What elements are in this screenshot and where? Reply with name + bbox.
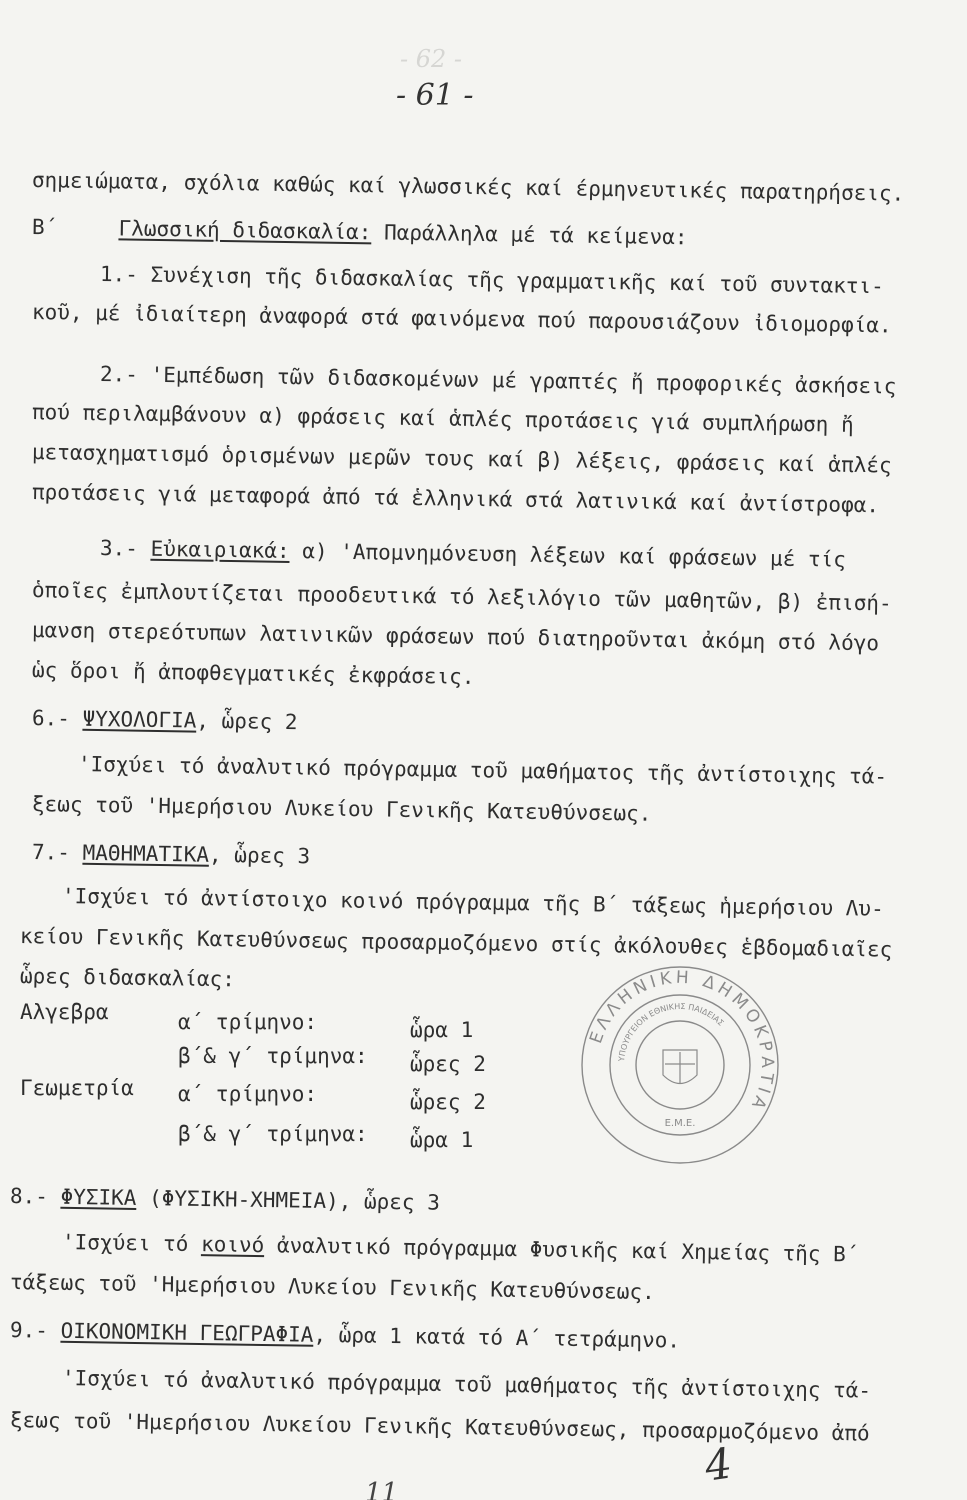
section-b-heading: [32, 215, 688, 249]
item-9-heading: [10, 1318, 680, 1353]
page-number-ghost: - 62 -: [400, 45, 463, 73]
text-line: 1.- Συνέχιση τῆς διδασκαλίας τῆς γραμματικῆς καί τοῦ συντακτι-: [99, 262, 884, 299]
item-title: ΨΥΧΟΛΟΓΙΑ: [82, 706, 197, 733]
item-title: ΜΑΘΗΜΑΤΙΚΑ: [82, 840, 210, 867]
text-line: 'Ισχύει τό ἀντίστοιχο κοινό πρόγραμμα τῆς Β΄ τάξεως ἡμερήσιου Λυ-: [61, 884, 884, 921]
schedule-term: α΄ τρίμηνο:: [178, 1010, 318, 1034]
text-line: ὡς ὅροι ἤ ἀποφθεγματικές ἐκφράσεις.: [31, 658, 475, 689]
item-number: 8.-: [9, 1184, 49, 1209]
text-line: 2.- 'Εμπέδωση τῶν διδασκομένων μέ γραπτές ἤ προφορικές ἀσκήσεις: [99, 362, 897, 399]
item-number: 3.-: [99, 536, 139, 561]
schedule-hours: ὧρα 1: [410, 1128, 474, 1152]
schedule-term: β΄& γ΄ τρίμηνα:: [178, 1122, 368, 1146]
schedule-term: β΄& γ΄ τρίμηνα:: [178, 1044, 368, 1068]
item-number: 7.-: [31, 840, 71, 865]
text-line: πού περιλαμβάνουν α) φράσεις καί ἁπλές προτάσεις γιά συμπλήρωση ἤ: [31, 400, 854, 437]
handwritten-mark: 4: [701, 1438, 736, 1491]
schedule-hours: ὧρα 1: [410, 1018, 474, 1042]
item-3-heading: [100, 536, 846, 572]
text-line: 'Ισχύει τό κοινό ἀναλυτικό πρόγραμμα Φυσικῆς καί Χημείας τῆς Β΄: [61, 1230, 859, 1267]
text-line: ξεως τοῦ 'Ημερήσιου Λυκείου Γενικῆς Κατευθύνσεως, προσαρμοζόμενο ἀπό: [9, 1408, 870, 1446]
text-line: ὧρες διδασκαλίας:: [19, 964, 236, 992]
item-6-heading: [32, 706, 298, 734]
item-hours: , ὧρες 2: [196, 708, 298, 735]
section-letter: Β΄: [31, 215, 58, 240]
text-line: ὁποῖες ἐμπλουτίζεται προοδευτικά τό λεξιλόγιο τῶν μαθητῶν, β) ἐπισή-: [31, 578, 892, 616]
text-line: κοῦ, μέ ἰδιαίτερη ἀναφορά στά φαινόμενα πού παρουσιάζουν ἰδιομορφία.: [31, 300, 892, 338]
text-line: μετασχηματισμό ὁρισμένων μερῶν τους καί β) λέξεις, φράσεις καί ἁπλές: [31, 440, 892, 478]
page-number: - 61 -: [396, 78, 474, 113]
item-title: ΦΥΣΙΚΑ: [60, 1184, 137, 1210]
item-number: 9.-: [9, 1318, 49, 1343]
seal-bottom-text: Ε.Μ.Ε.: [664, 1118, 696, 1129]
official-seal-icon: [575, 960, 785, 1170]
schedule-subject: Αλγεβρα: [20, 1000, 109, 1024]
item-number: 6.-: [31, 706, 71, 731]
text-line: τάξεως τοῦ 'Ημερήσιου Λυκείου Γενικῆς Κατευθύνσεως.: [9, 1270, 655, 1305]
seal-outer-text: ΕΛΛΗΝΙΚΗ ΔΗΜΟΚΡΑΤΙΑ: [586, 967, 778, 1116]
item-text: α) 'Απομνημόνευση λέξεων καί φράσεων μέ τίς: [302, 539, 847, 572]
item-7-heading: [32, 840, 311, 868]
item-hours: , ὧρες 3: [208, 842, 311, 869]
text-line: ξεως τοῦ 'Ημερήσιου Λυκείου Γενικῆς Κατευθύνσεως.: [31, 792, 652, 826]
section-intro: Παράλληλα μέ τά κείμενα:: [383, 220, 688, 250]
item-hours: , ὧρα 1 κατά τό Α΄ τετράμηνο.: [313, 1322, 681, 1353]
item-title: ΟΙΚΟΝΟΜΙΚΗ ΓΕΩΓΡΑΦΙΑ: [60, 1318, 314, 1347]
item-title: Εὐκαιριακά:: [150, 536, 290, 563]
bottom-mark: 11: [365, 1478, 399, 1500]
section-title: Γλωσσική διδασκαλία:: [118, 216, 372, 245]
seal-inner-text: ΥΠΟΥΡΓΕΙΟΝ ΕΘΝΙΚΗΣ ΠΑΙΔΕΙΑΣ: [617, 1001, 726, 1062]
text-line: σημειώματα, σχόλια καθώς καί γλωσσικές καί έρμηνευτικές παρατηρήσεις.: [31, 168, 905, 206]
schedule-term: α΄ τρίμηνο:: [178, 1082, 318, 1106]
schedule-hours: ὧρες 2: [410, 1090, 486, 1114]
schedule-subject: Γεωμετρία: [20, 1076, 134, 1100]
text-line: προτάσεις γιά μεταφορά ἀπό τά ἑλληνικά στά λατινικά καί ἀντίστροφα.: [31, 480, 880, 518]
item-hours: (ΦΥΣΙΚΗ-ΧΗΜΕΙΑ), ὧρες 3: [148, 1186, 441, 1215]
schedule-hours: ὧρες 2: [410, 1052, 486, 1076]
text-line: κείου Γενικῆς Κατευθύνσεως προσαρμοζόμενο στίς ἀκόλουθες ἑβδομαδιαῖες: [19, 924, 893, 962]
item-8-heading: [10, 1184, 440, 1215]
text-line: 'Ισχύει τό ἀναλυτικό πρόγραμμα τοῦ μαθήματος τῆς ἀντίστοιχης τά-: [77, 752, 888, 789]
text-line: μανση στερεότυπων λατινικῶν φράσεων πού διατηροῦνται ἀκόμη στό λόγο: [31, 618, 880, 656]
text-line: 'Ισχύει τό ἀναλυτικό πρόγραμμα τοῦ μαθήματος τῆς ἀντίστοιχης τά-: [61, 1366, 872, 1403]
